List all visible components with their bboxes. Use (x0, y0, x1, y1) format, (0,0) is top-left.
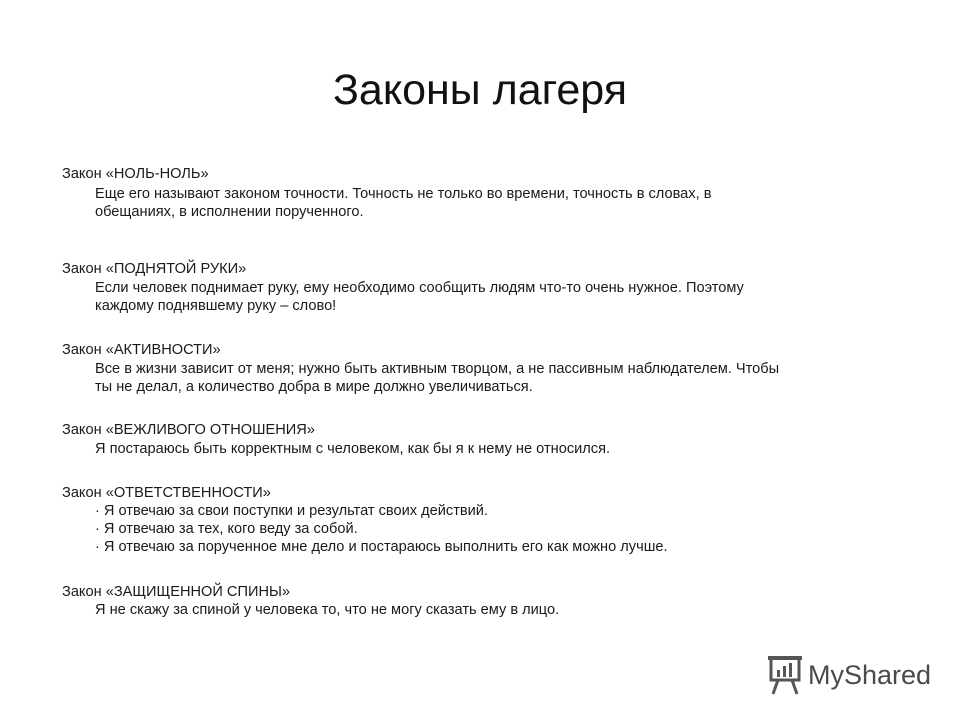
law-heading: Закон «НОЛЬ-НОЛЬ» (62, 166, 209, 182)
law-text: ты не делал, а количество добра в мире должно увеличиваться. (95, 379, 533, 395)
slide-title: Законы лагеря (332, 66, 628, 114)
law-text: обещаниях, в исполнении порученного. (95, 204, 364, 220)
law-text: Все в жизни зависит от меня; нужно быть активным творцом, а не пассивным наблюдателем. Чтобы (95, 361, 780, 377)
law-text: Я не скажу за спиной у человека то, что не могу сказать ему в лицо. (95, 602, 560, 618)
law-heading: Закон «ВЕЖЛИВОГО ОТНОШЕНИЯ» (62, 422, 315, 438)
law-heading: Закон «ЗАЩИЩЕННОЙ СПИНЫ» (62, 584, 291, 600)
law-text: Еще его называют законом точности. Точность не только во времени, точность в словах, в (95, 186, 712, 202)
law-bullet: · Я отвечаю за свои поступки и результат своих действий. (95, 503, 488, 519)
law-heading: Закон «АКТИВНОСТИ» (62, 342, 221, 358)
law-text: Я постараюсь быть корректным с человеком, как бы я к нему не относился. (95, 441, 611, 457)
law-bullet: · Я отвечаю за тех, кого веду за собой. (95, 521, 358, 537)
law-text: каждому поднявшему руку – слово! (95, 298, 337, 314)
presentation-board-icon (768, 655, 802, 695)
watermark-text: MyShared (808, 659, 932, 690)
law-heading: Закон «ОТВЕТСТВЕННОСТИ» (62, 485, 271, 501)
law-text: Если человек поднимает руку, ему необходимо сообщить людям что-то очень нужное. Поэтому (95, 280, 744, 296)
myshared-watermark (768, 655, 931, 695)
law-heading: Закон «ПОДНЯТОЙ РУКИ» (62, 261, 247, 277)
law-bullet: · Я отвечаю за порученное мне дело и постараюсь выполнить его как можно лучше. (95, 539, 668, 555)
